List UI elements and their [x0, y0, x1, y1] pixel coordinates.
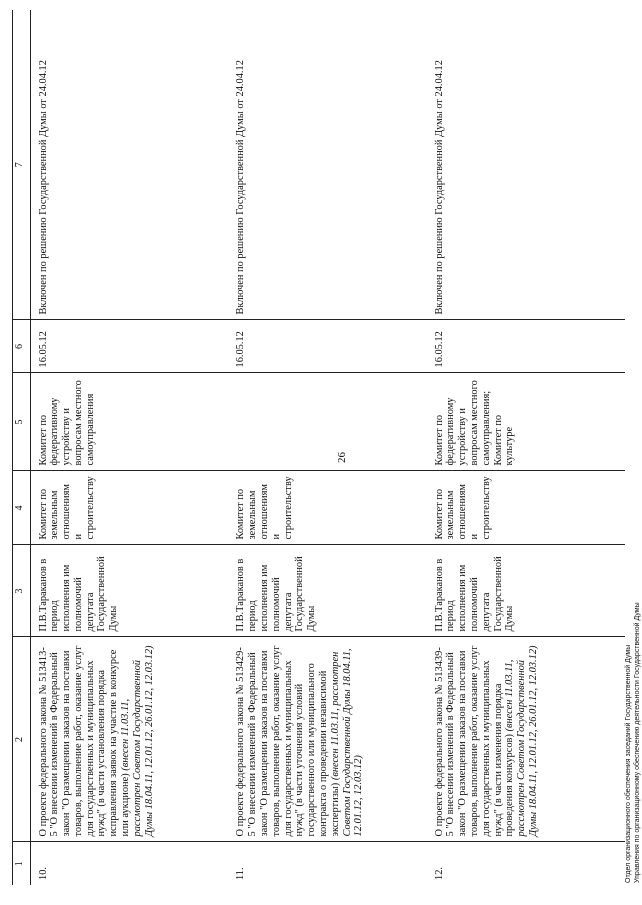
table-row	[30, 10, 228, 885]
column-header: 2	[13, 637, 31, 842]
date-cell: 16.05.12	[427, 320, 625, 373]
bill-cell	[427, 637, 625, 842]
coexec-committee-cell: Комитет по федеративному устройству и вопросам местного самоуправления	[30, 373, 228, 471]
coexec-committee-cell	[228, 373, 426, 471]
footer-line: Отдел организационного обеспечения заседаний Государственной Думы	[625, 644, 632, 883]
lead-committee-cell: Комитет по земельным отношениям и строительству	[427, 471, 625, 545]
status-cell: Включен по решению Государственной Думы от 24.04.12	[433, 60, 445, 315]
bills-table	[12, 10, 625, 885]
column-header: 7	[13, 10, 31, 320]
column-header: 3	[13, 545, 31, 637]
row-number: 12.	[427, 842, 625, 885]
column-header: 6	[13, 320, 31, 373]
bill-note: (внесен 11.03.11, рассмотрен Советом Государственной Думы 18.04.11, 12.01.12, 12.03.12)	[329, 648, 365, 837]
bill-title: О проекте федерального закона № 513429-5 "О внесении изменений в Федеральный закон "О размещении заказов на поставки товаров, выполнение работ, оказание услуг для государственных и муниципальных нужд" (в части уточнения условий государственного или муниципального контракта о проведении независимой экспертизы)	[235, 645, 341, 837]
author-cell: П.В.Тараканов в период исполнения им полномочий депутата Государственной Думы	[427, 545, 625, 637]
bill-cell	[228, 637, 426, 842]
date-cell: 16.05.12	[228, 320, 426, 373]
column-header: 4	[13, 471, 31, 545]
lead-committee-cell: Комитет по земельным отношениям и строительству	[228, 471, 426, 545]
table-row	[427, 10, 625, 885]
lead-committee-cell: Комитет по земельным отношениям и строительству	[30, 471, 228, 545]
page-number: 26	[336, 452, 348, 463]
bill-note: (внесен 11.03.11, рассмотрен Советом Государственной Думы 18.04.11, 12.01.12, 26.01.12, 12.03.12)	[504, 645, 540, 837]
coexec-committee-cell: Комитет по федеративному устройству и вопросам местного самоуправления; Комитет по культуре	[427, 373, 625, 471]
column-header: 5	[13, 373, 31, 471]
author-cell: П.В.Тараканов в период исполнения им полномочий депутата Государственной Думы	[228, 545, 426, 637]
status-cell: Включен по решению Государственной Думы от 24.04.12	[37, 60, 49, 315]
row-number: 10.	[30, 842, 228, 885]
author-cell: П.В.Тараканов в период исполнения им полномочий депутата Государственной Думы	[30, 545, 228, 637]
bill-note: (внесен 11.03.11, рассмотрен Советом Государственной Думы 18.04.11, 12.01.12, 26.01.12, 12.03.12)	[120, 645, 155, 837]
column-header: 1	[13, 842, 31, 885]
status-cell: Включен по решению Государственной Думы от 24.04.12	[235, 60, 247, 315]
date-cell: 16.05.12	[30, 320, 228, 373]
bill-title: О проекте федерального закона № 513413-5 "О внесении изменений в Федеральный закон "О размещении заказов на поставки товаров, выполнение работ, оказание услуг для государственных и муниципальных нужд" (в части установления порядка исправления заявок на участие в конкурсе или аукционе)	[37, 645, 132, 837]
bill-title: О проекте федерального закона № 513439-5 "О внесении изменений в Федеральный закон "О размещении заказов на поставки товаров, выполнение работ, оказание услуг для государственных и муниципальных нужд" (в части изменения порядка проведения конкурсов)	[433, 645, 516, 837]
header-row	[13, 10, 31, 885]
footer-line: Управления по организационному обеспечению деятельности Государственной Думы	[634, 602, 641, 883]
footer	[624, 602, 642, 883]
bill-cell	[30, 637, 228, 842]
table-row	[228, 10, 426, 885]
row-number: 11.	[228, 842, 426, 885]
